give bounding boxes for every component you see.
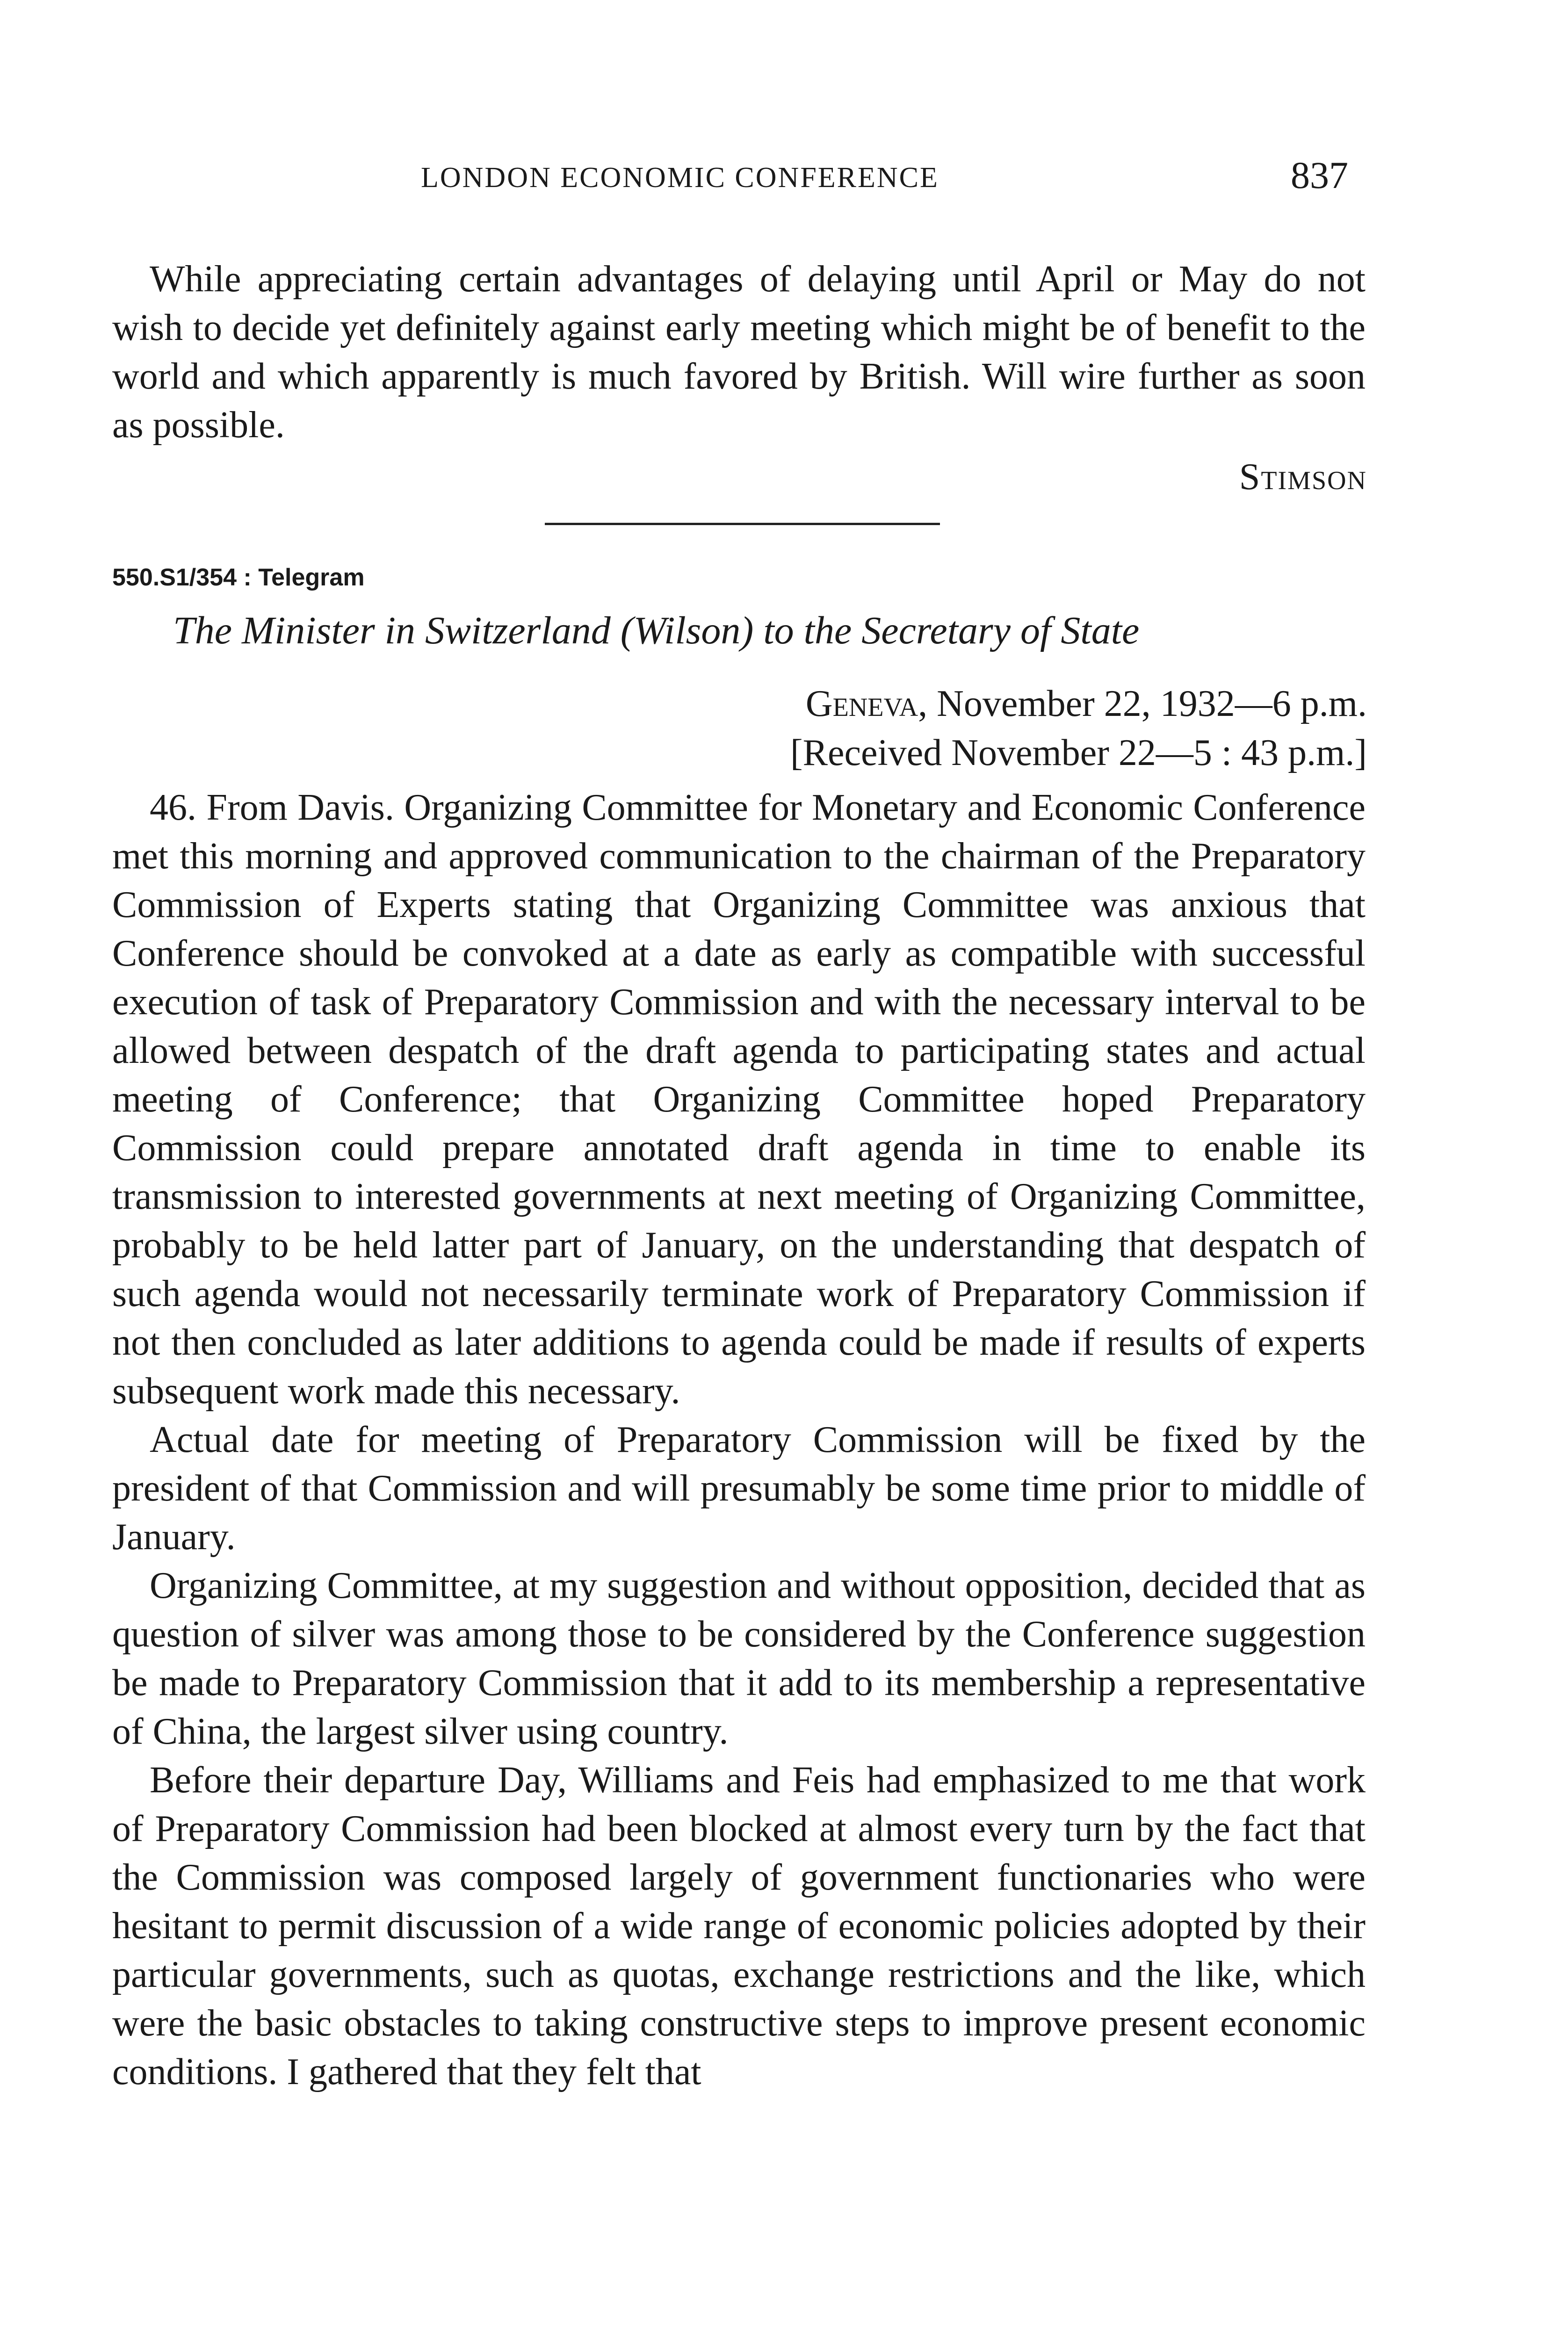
body-paragraph-2: Actual date for meeting of Preparatory Commission will be fixed by the president of that Commission and will presumably be some time prior to middle of January.: [112, 1419, 1366, 1558]
signature-stimson: Stimson: [1239, 456, 1367, 498]
file-reference: 550.S1/354 : Telegram: [112, 564, 365, 591]
telegram-body: [112, 783, 1366, 2096]
body-paragraph-4: Before their departure Day, Williams and Feis had emphasized to me that work of Preparatory Commission had been blocked at almost every turn by the fact that the Commission was composed largely of government functionaries who were hesitant to permit discussion of a wide range of economic policies adopted by their particular governments, such as quotas, exchange restrictions and the like, which were the basic obstacles to taking constructive steps to improve present economic conditions. I gathered that they felt that: [112, 1760, 1366, 2093]
received-line: [Received November 22—5 : 43 p.m.]: [790, 732, 1367, 773]
page-number: 837: [1291, 154, 1348, 196]
body-paragraph-1: 46. From Davis. Organizing Committee for Monetary and Economic Conference met this morning and approved communication to the chairman of the Preparatory Commission of Experts stating that Organizing Committee was anxious that Conference should be convoked at a date as early as compatible with successful execution of task of Preparatory Commission and with the necessary interval to be allowed between despatch of the draft agenda to participating states and actual meeting of Conference; that Organizing Committee hoped Preparatory Commission could prepare annotated draft agenda in time to enable its transmission to interested governments at next meeting of Organizing Committee, probably to be held latter part of January, on the understanding that despatch of such agenda would not necessarily terminate work of Preparatory Commission if not then concluded as later additions to agenda could be made if results of experts subsequent work made this necessary.: [112, 787, 1366, 1412]
running-header: LONDON ECONOMIC CONFERENCE: [421, 162, 939, 194]
date: , November 22, 1932—6 p.m.: [918, 683, 1367, 724]
section-divider: [545, 523, 940, 525]
opening-paragraph-block: [112, 255, 1366, 449]
place: Geneva: [805, 683, 918, 724]
place-date-line: [806, 683, 1367, 725]
body-paragraph-3: Organizing Committee, at my suggestion and without opposition, decided that as question of silver was among those to be considered by the Conference suggestion be made to Preparatory Commission that it add to its membership a representative of China, the largest silver using country.: [112, 1565, 1366, 1752]
opening-paragraph: While appreciating certain advantages of delaying until April or May do not wish to decide yet definitely against early meeting which might be of benefit to the world and which apparently is much favored by British. Will wire further as soon as possible.: [112, 259, 1366, 446]
document-title: The Minister in Switzerland (Wilson) to the Secretary of State: [173, 609, 1140, 652]
